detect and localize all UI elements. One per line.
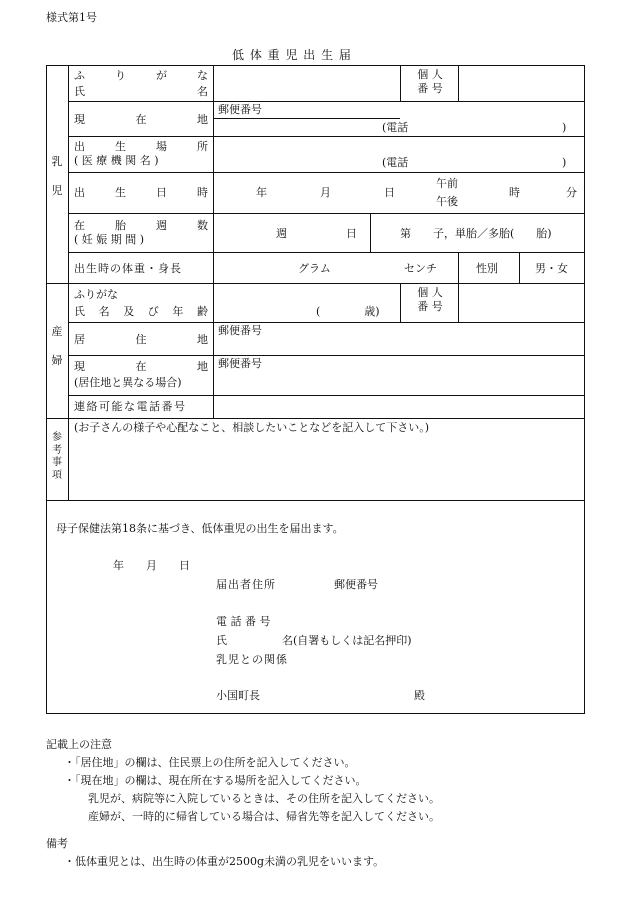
mother-age: ( 歳) — [316, 305, 380, 318]
name-age-label: 氏 名 及 び 年 齢 — [74, 305, 208, 318]
institution-label: ( 医 療 機 関 名 ) — [74, 154, 159, 167]
am-option[interactable]: 午前 — [436, 177, 458, 190]
infant-section-label: 乳児 — [51, 155, 63, 197]
form-number: 様式第1号 — [46, 11, 97, 24]
notes-heading: 記載上の注意 — [46, 738, 112, 751]
infant-individual-number-label: 個 人 番 号 — [417, 68, 443, 96]
mayor-label: 小国町長 — [216, 689, 260, 702]
weight-height-label: 出生時の体重・身長 — [74, 262, 182, 275]
pm-option[interactable]: 午後 — [436, 195, 458, 208]
remarks-section-label: 参考事項 — [52, 432, 62, 481]
page-title: 低 体 重 児 出 生 届 — [232, 48, 352, 62]
mother-current-label: 現 在 地 — [74, 360, 208, 373]
birthplace-label: 出 生 場 所 — [74, 140, 208, 153]
infant-postal-label: 郵便番号 — [218, 103, 262, 116]
infant-name-label: 氏 名 — [74, 85, 208, 98]
contact-phone-label: 連絡可能な電話番号 — [74, 400, 187, 413]
infant-phone-label: (電話 — [382, 121, 409, 134]
gestation-label: 在 胎 週 数 — [74, 219, 208, 232]
child-order: 第 子，単胎／多胎( 胎) — [400, 227, 552, 240]
infant-furigana-label: ふ り が な — [74, 69, 208, 82]
mother-furigana-label: ふりがな — [74, 288, 118, 301]
declaration-date: 年 月 日 — [113, 559, 190, 572]
mother-section-label: 産婦 — [51, 325, 63, 367]
current-note: (居住地と異なる場合) — [74, 376, 182, 389]
biko-heading: 備考 — [46, 837, 68, 850]
sex-label: 性別 — [476, 262, 498, 275]
birthdate-label: 出 生 日 時 — [74, 186, 208, 199]
sex-options[interactable]: 男・女 — [535, 262, 568, 275]
infant-address-label: 現 在 地 — [74, 113, 208, 126]
pregnancy-label: ( 妊 娠 期 間 ) — [74, 233, 145, 246]
mother-individual-number-label: 個 人 番 号 — [417, 286, 443, 314]
declaration-statement: 母子保健法第18条に基づき、低体重児の出生を届出ます。 — [56, 522, 344, 535]
residence-label: 居 住 地 — [74, 333, 208, 346]
remarks-note: (お子さんの様子や心配なこと、相談したいことなどを記入して下さい。) — [74, 421, 430, 434]
